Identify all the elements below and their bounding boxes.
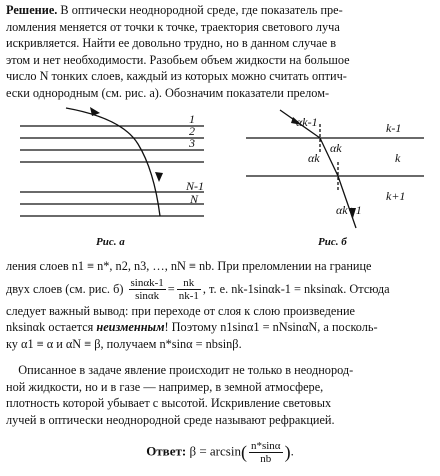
angle-alpha-k1: αk+1: [336, 203, 362, 217]
intro-paragraph: [6, 2, 434, 102]
intro-line-5: число N тонких слоев, каждый из которых можно считать оптич-: [6, 69, 347, 84]
answer-label: Ответ:: [146, 443, 187, 459]
label-layer-n1: N-1: [186, 179, 204, 193]
angle-alpha-k-a: αk: [330, 141, 342, 155]
label-layer-3: 3: [189, 136, 195, 150]
closing-line-1: Описанное в задаче явление происходит не только в неоднород-: [6, 363, 354, 377]
figure-a-caption: Рис. а: [96, 236, 125, 248]
body-line-4: nksinαk остается неизменным! Поэтому n1sinα1 = nNsinαN, а посколь-: [6, 320, 378, 335]
solution-label: Решение.: [6, 3, 58, 17]
answer-formula-prefix: β = arcsin: [189, 443, 241, 459]
snell-fraction-2: $\frac{nk}{nk-1}$: [178, 277, 199, 303]
label-layer-2: 2: [189, 124, 195, 138]
label-k: k: [395, 151, 401, 165]
label-layer-n: N: [190, 192, 199, 206]
intro-line-1: Решение. В оптически неоднородной среде, где показатель пре-: [6, 3, 343, 17]
body-line-3: следует важный вывод: при переходе от слоя к слою произведение: [6, 303, 356, 318]
answer-fraction: $\frac{n*\sin\alpha}{nb}$: [250, 440, 281, 465]
intro-line-3: искривляется. Найти ее довольно трудно, но в данном случае в: [6, 36, 337, 51]
angle-alpha-k-b: αk: [308, 151, 320, 165]
intro-line-6: ески однородным (см. рис. а). Обозначим показатели прелом-: [6, 85, 330, 100]
figure-b: [240, 104, 430, 234]
label-layer-1: 1: [189, 112, 195, 126]
emphasis-unchanged: неизменным: [96, 320, 165, 335]
label-k-1: k-1: [386, 121, 402, 135]
angle-alpha-k-1-top: αk-1: [296, 115, 318, 129]
body-line-1: ления слоев n1 ≡ n*, n2, n3, …, nN ≡ nb. При преломлении на границе: [6, 259, 372, 273]
closing-line-4: лучей в оптически неоднородной среде называют рефракцией.: [6, 412, 335, 427]
intro-line-2: ломления меняется от точки к точке, траектория светового луча: [6, 19, 340, 34]
intro-line-4: этом и нет необходимости. Разобьем объем жидкости на большое: [6, 52, 350, 67]
answer-line: Ответ: β = arcsin( $\frac{n*\sin\alpha}{nb}$ ).: [146, 440, 294, 465]
snell-fraction-1: $\frac{\sin\alpha k-1}{\sin\alpha k}$: [130, 277, 164, 303]
body-line-2: двух слоев (см. рис. б) $\frac{\sin\alpha k-1}{\sin\alpha k}$ = $\frac{nk}{nk-1}$ , т. е. nk-1sinαk-1 = nksinαk. Отсюда: [6, 277, 390, 303]
body-paragraph: [6, 258, 434, 352]
closing-paragraph: [6, 362, 434, 428]
ray-arrow-a2: [155, 172, 163, 182]
body-line-5: ку α1 ≡ α и αN ≡ β, получаем n*sinα = nbsinβ.: [6, 336, 242, 351]
figure-b-caption: Рис. б: [318, 236, 347, 248]
figure-a: [14, 104, 224, 234]
label-k1: k+1: [386, 189, 406, 203]
closing-line-2: ной жидкости, но и в газе — например, в земной атмосфере,: [6, 379, 324, 394]
closing-line-3: плотность которой убывает с высотой. Искривление световых: [6, 396, 332, 411]
